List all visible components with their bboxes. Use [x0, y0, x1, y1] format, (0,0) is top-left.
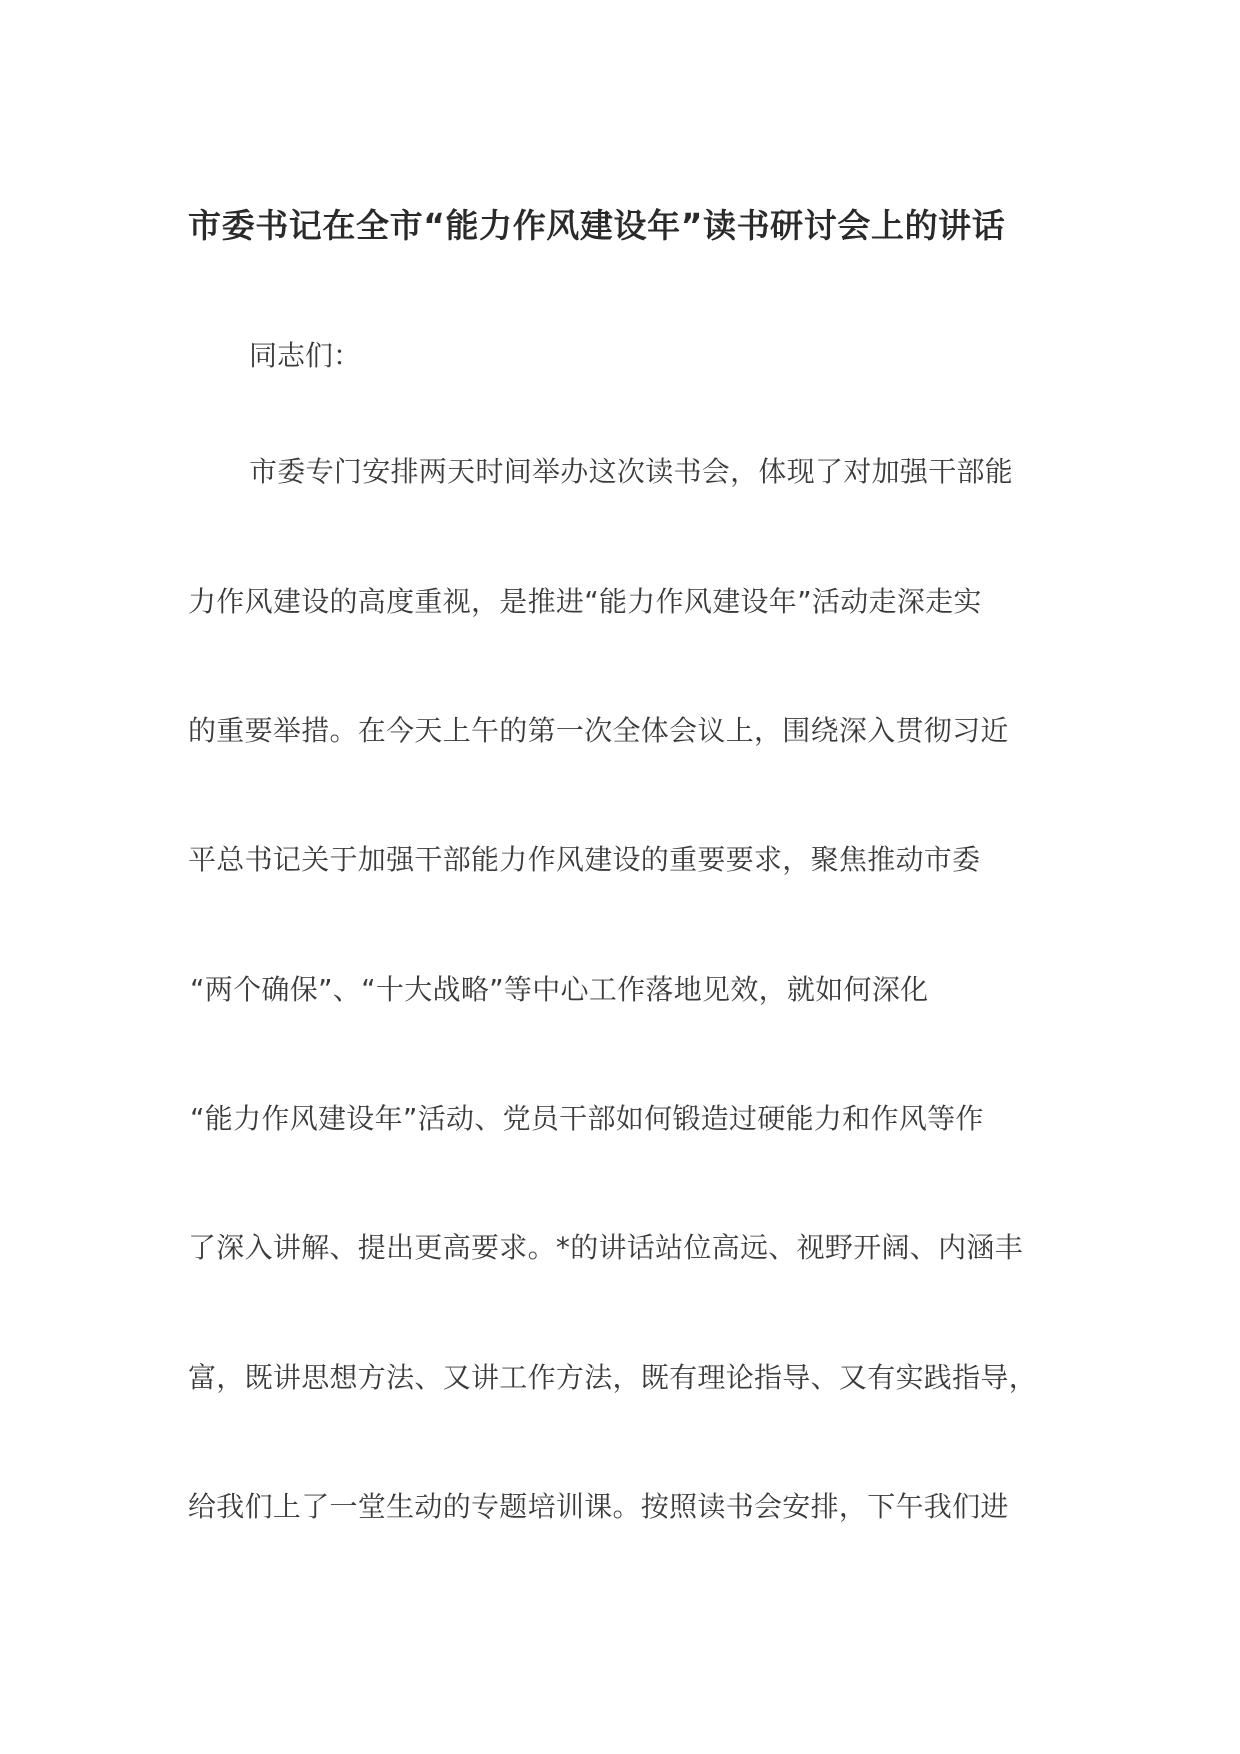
greeting: 同志们： — [249, 339, 362, 372]
body-line-8: 富，既讲思想方法、又讲工作方法，既有理论指导、又有实践指导， — [188, 1361, 1038, 1394]
document-title: 市委书记在全市“能力作风建设年”读书研讨会上的讲话 — [188, 206, 1006, 245]
body-line-9: 给我们上了一堂生动的专题培训课。按照读书会安排，下午我们进 — [188, 1490, 1009, 1523]
body-line-6: “能力作风建设年”活动、党员干部如何锻造过硬能力和作风等作 — [190, 1102, 984, 1135]
body-line-2: 力作风建设的高度重视，是推进“能力作风建设年”活动走深走实 — [188, 585, 982, 618]
body-line-3: 的重要举措。在今天上午的第一次全体会议上，围绕深入贯彻习近 — [188, 714, 1009, 747]
body-line-5: “两个确保”、“十大战略”等中心工作落地见效，就如何深化 — [190, 973, 929, 1006]
body-line-1: 市委专门安排两天时间举办这次读书会，体现了对加强干部能 — [249, 455, 1014, 488]
body-line-7: 了深入讲解、提出更高要求。*的讲话站位高远、视野开阔、内涵丰 — [188, 1231, 1024, 1264]
body-line-4: 平总书记关于加强干部能力作风建设的重要要求，聚焦推动市委 — [188, 843, 981, 876]
